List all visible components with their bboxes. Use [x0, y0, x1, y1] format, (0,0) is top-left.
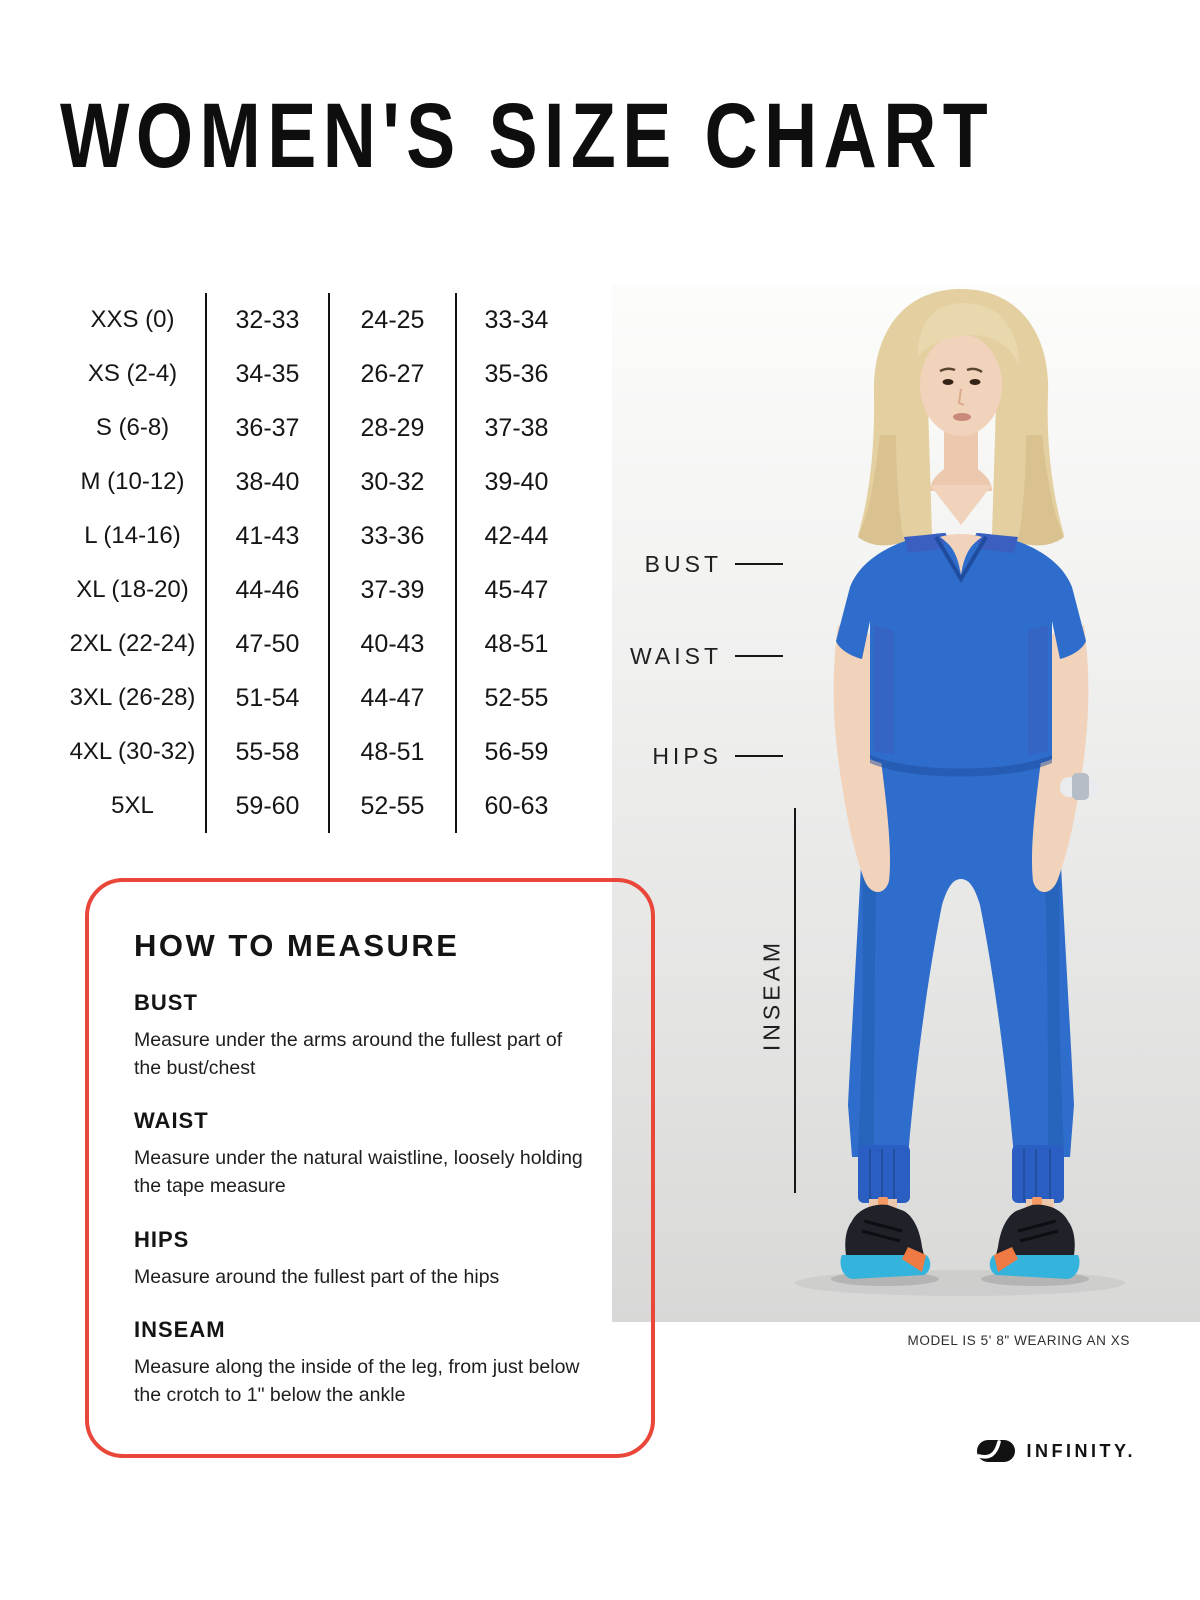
right-eye [970, 379, 981, 385]
table-cell-bust: 55-58 [205, 725, 328, 779]
waist-callout-line [735, 655, 783, 657]
column-pill-waist-label: WAIST [368, 247, 422, 263]
table-cell-hips: 45-47 [455, 563, 576, 617]
table-cell-hips: 37-38 [455, 401, 576, 455]
column-pill-hips-label: HIPS [498, 247, 538, 263]
table-cell-hips: 56-59 [455, 725, 576, 779]
table-cell-waist: 40-43 [328, 617, 455, 671]
hips-callout [612, 741, 783, 771]
measure-section [134, 1227, 594, 1292]
right-shoe [990, 1197, 1080, 1279]
table-cell-waist: 24-25 [328, 293, 455, 347]
page-title: WOMEN'S SIZE CHART [60, 85, 995, 187]
table-cell-hips: 52-55 [455, 671, 576, 725]
table-cell-bust: 44-46 [205, 563, 328, 617]
measure-section-text: Measure around the fullest part of the hips [134, 1265, 500, 1288]
left-cuff [858, 1145, 910, 1203]
table-row [60, 347, 576, 401]
left-eye [943, 379, 954, 385]
measure-section-text: Measure along the inside of the leg, from just below the crotch to 1" below the ankle [134, 1356, 580, 1407]
brand-wordmark: INFINITY. [1026, 1440, 1136, 1461]
column-pill-hips [473, 240, 563, 270]
inseam-callout-line [794, 808, 796, 1193]
measure-section-text: Measure under the natural waistline, loosely holding the tape measure [134, 1147, 583, 1198]
table-cell-size: XS (2-4) [87, 360, 178, 387]
lips [953, 413, 971, 421]
table-row [60, 563, 576, 617]
measure-section [134, 990, 594, 1082]
measure-sections [134, 990, 594, 1410]
table-row [60, 617, 576, 671]
measure-section-text: Measure under the arms around the fullest part of the bust/chest [134, 1029, 563, 1079]
bust-callout-line [735, 563, 783, 565]
table-row [60, 671, 576, 725]
size-table [60, 293, 576, 833]
table-cell-size: 5XL [111, 792, 154, 819]
table-cell-size: S (6-8) [95, 414, 170, 441]
table-row [60, 509, 576, 563]
table-cell-bust: 34-35 [205, 347, 328, 401]
table-cell-size: XXS (0) [90, 306, 175, 333]
column-pill-bust [220, 240, 313, 270]
inseam-callout-label: INSEAM [758, 938, 785, 1052]
waist-callout [612, 641, 783, 671]
measure-section-label: INSEAM [134, 1317, 226, 1343]
hips-callout-label: HIPS [652, 742, 722, 769]
table-row [60, 401, 576, 455]
table-cell-size: XL (18-20) [76, 576, 189, 603]
column-pill-waist [347, 240, 443, 270]
right-cuff [1012, 1145, 1064, 1203]
table-cell-bust: 59-60 [205, 779, 328, 833]
table-row [60, 293, 576, 347]
model-chest [930, 485, 992, 525]
model-caption: MODEL IS 5' 8" WEARING AN XS [907, 1333, 1130, 1348]
model-photo [612, 285, 1200, 1322]
table-cell-size: 2XL (22-24) [69, 630, 196, 657]
table-cell-hips: 33-34 [455, 293, 576, 347]
table-cell-hips: 35-36 [455, 347, 576, 401]
how-to-measure-box [85, 878, 655, 1458]
column-pill-bust-label: BUST [244, 247, 289, 263]
bust-callout [612, 549, 783, 579]
table-cell-waist: 28-29 [328, 401, 455, 455]
hips-callout-line [735, 755, 783, 757]
measure-section-label: WAIST [134, 1108, 209, 1134]
column-pill-size-label: SIZE (US) [92, 247, 171, 263]
right-side-panel [1028, 625, 1048, 755]
table-cell-size: 3XL (26-28) [69, 684, 196, 711]
brand-footer [976, 1437, 1136, 1465]
table-cell-waist: 48-51 [328, 725, 455, 779]
table-cell-size: 4XL (30-32) [69, 738, 196, 765]
measure-section [134, 1108, 594, 1200]
table-cell-size: L (14-16) [84, 522, 181, 549]
table-cell-hips: 42-44 [455, 509, 576, 563]
table-cell-bust: 38-40 [205, 455, 328, 509]
table-cell-hips: 60-63 [455, 779, 576, 833]
left-shoe [840, 1197, 930, 1279]
waist-callout-label: WAIST [630, 642, 722, 669]
table-cell-waist: 44-47 [328, 671, 455, 725]
table-row [60, 455, 576, 509]
table-cell-bust: 32-33 [205, 293, 328, 347]
table-cell-waist: 37-39 [328, 563, 455, 617]
table-cell-bust: 41-43 [205, 509, 328, 563]
column-pill-size [73, 240, 190, 270]
table-cell-waist: 26-27 [328, 347, 455, 401]
table-cell-waist: 33-36 [328, 509, 455, 563]
bust-callout-label: BUST [644, 550, 722, 577]
measure-section-label: BUST [134, 990, 198, 1015]
model-illustration [612, 285, 1200, 1322]
measure-section-label: HIPS [134, 1226, 190, 1252]
table-cell-hips: 39-40 [455, 455, 576, 509]
measure-section [134, 1317, 594, 1409]
table-cell-bust: 47-50 [205, 617, 328, 671]
table-cell-waist: 52-55 [328, 779, 455, 833]
table-cell-hips: 48-51 [455, 617, 576, 671]
left-side-panel [874, 625, 894, 755]
infinity-logo-icon [976, 1437, 1016, 1465]
table-row [60, 779, 576, 833]
table-cell-bust: 36-37 [205, 401, 328, 455]
table-row [60, 725, 576, 779]
table-cell-bust: 51-54 [205, 671, 328, 725]
how-to-measure-title: HOW TO MEASURE [134, 928, 460, 963]
table-cell-waist: 30-32 [328, 455, 455, 509]
table-cell-size: M (10-12) [80, 468, 185, 495]
